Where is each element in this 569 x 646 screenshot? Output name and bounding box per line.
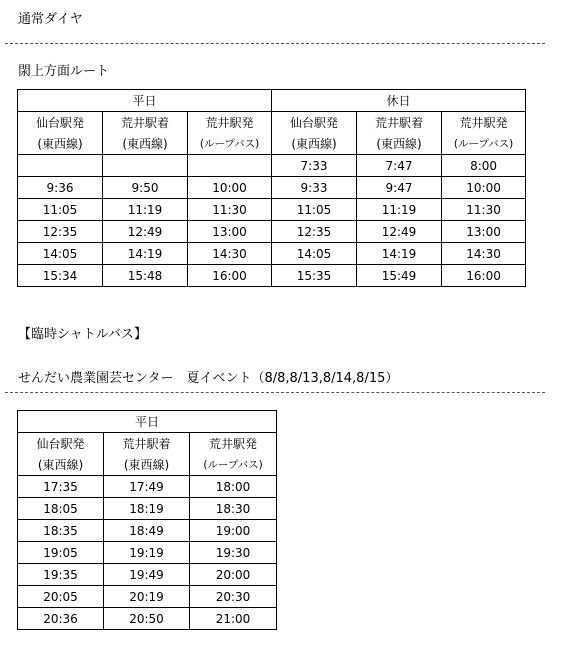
timetable-shuttle xyxy=(17,410,277,630)
time-cell: 7:47 xyxy=(357,155,442,177)
column-subheader: (ループバス) xyxy=(442,133,526,155)
column-subheader: (東西線) xyxy=(272,133,357,155)
table-row xyxy=(18,199,526,221)
time-cell: 9:36 xyxy=(18,177,103,199)
table-row xyxy=(18,155,526,177)
time-cell: 18:30 xyxy=(190,498,277,520)
time-cell: 12:49 xyxy=(357,221,442,243)
column-header: 仙台駅発 xyxy=(18,112,103,134)
time-cell: 18:19 xyxy=(104,498,190,520)
time-cell: 20:05 xyxy=(18,586,104,608)
column-header: 仙台駅発 xyxy=(18,433,104,455)
group-header-row xyxy=(18,90,526,112)
table-row xyxy=(18,265,526,287)
table-row xyxy=(18,498,277,520)
time-cell: 12:35 xyxy=(272,221,357,243)
column-subheader: (東西線) xyxy=(357,133,442,155)
time-cell: 8:00 xyxy=(442,155,526,177)
time-cell: 11:30 xyxy=(442,199,526,221)
time-cell: 11:05 xyxy=(272,199,357,221)
table-row xyxy=(18,586,277,608)
time-cell: 14:30 xyxy=(442,243,526,265)
time-cell: 21:00 xyxy=(190,608,277,630)
time-cell: 19:00 xyxy=(190,520,277,542)
column-header-row xyxy=(18,112,526,134)
column-subheader: (ループバス) xyxy=(190,454,277,476)
time-cell: 18:49 xyxy=(104,520,190,542)
time-cell xyxy=(18,155,103,177)
column-header: 仙台駅発 xyxy=(272,112,357,134)
table-row xyxy=(18,177,526,199)
time-cell: 16:00 xyxy=(442,265,526,287)
time-cell: 7:33 xyxy=(272,155,357,177)
time-cell: 11:19 xyxy=(103,199,188,221)
table-row xyxy=(18,520,277,542)
table-row xyxy=(18,243,526,265)
column-header: 荒井駅着 xyxy=(104,433,190,455)
table-row xyxy=(18,608,277,630)
time-cell: 10:00 xyxy=(442,177,526,199)
group-weekday: 平日 xyxy=(18,411,277,433)
table-row xyxy=(18,564,277,586)
time-cell: 15:49 xyxy=(357,265,442,287)
time-cell: 18:35 xyxy=(18,520,104,542)
time-cell: 20:50 xyxy=(104,608,190,630)
time-cell: 14:19 xyxy=(357,243,442,265)
time-cell: 15:34 xyxy=(18,265,103,287)
column-subheader-row xyxy=(18,454,277,476)
table-row xyxy=(18,221,526,243)
timetable-yuriage xyxy=(17,89,526,287)
time-cell: 19:30 xyxy=(190,542,277,564)
time-cell: 18:05 xyxy=(18,498,104,520)
time-cell: 11:19 xyxy=(357,199,442,221)
time-cell: 19:49 xyxy=(104,564,190,586)
table-row xyxy=(18,476,277,498)
time-cell: 14:05 xyxy=(18,243,103,265)
dashed-divider xyxy=(5,43,545,44)
column-subheader: (ループバス) xyxy=(188,133,272,155)
time-cell: 17:35 xyxy=(18,476,104,498)
column-subheader: (東西線) xyxy=(18,133,103,155)
time-cell xyxy=(188,155,272,177)
column-subheader: (東西線) xyxy=(103,133,188,155)
dashed-divider xyxy=(5,392,545,393)
time-cell: 9:50 xyxy=(103,177,188,199)
time-cell: 11:05 xyxy=(18,199,103,221)
group-holiday: 休日 xyxy=(272,90,526,112)
column-subheader-row xyxy=(18,133,526,155)
time-cell: 9:33 xyxy=(272,177,357,199)
group-header-row xyxy=(18,411,277,433)
time-cell: 15:48 xyxy=(103,265,188,287)
time-cell: 16:00 xyxy=(188,265,272,287)
column-header: 荒井駅発 xyxy=(190,433,277,455)
shuttle-title: 【臨時シャトルバス】 xyxy=(18,327,147,342)
table-row xyxy=(18,542,277,564)
time-cell: 19:19 xyxy=(104,542,190,564)
column-header: 荒井駅着 xyxy=(103,112,188,134)
event-title: せんだい農業園芸センター 夏イベント（8/8,8/13,8/14,8/15） xyxy=(18,371,399,386)
time-cell: 20:36 xyxy=(18,608,104,630)
column-header: 荒井駅発 xyxy=(442,112,526,134)
column-header: 荒井駅着 xyxy=(357,112,442,134)
time-cell: 20:19 xyxy=(104,586,190,608)
time-cell: 17:49 xyxy=(104,476,190,498)
time-cell: 15:35 xyxy=(272,265,357,287)
column-header-row xyxy=(18,433,277,455)
time-cell: 20:00 xyxy=(190,564,277,586)
time-cell: 19:05 xyxy=(18,542,104,564)
column-subheader: (東西線) xyxy=(18,454,104,476)
time-cell: 9:47 xyxy=(357,177,442,199)
column-subheader: (東西線) xyxy=(104,454,190,476)
route-title: 閖上方面ルート xyxy=(18,64,110,79)
time-cell xyxy=(103,155,188,177)
time-cell: 12:49 xyxy=(103,221,188,243)
time-cell: 18:00 xyxy=(190,476,277,498)
column-header: 荒井駅発 xyxy=(188,112,272,134)
group-weekday: 平日 xyxy=(18,90,272,112)
time-cell: 14:19 xyxy=(103,243,188,265)
time-cell: 13:00 xyxy=(188,221,272,243)
time-cell: 13:00 xyxy=(442,221,526,243)
time-cell: 19:35 xyxy=(18,564,104,586)
time-cell: 20:30 xyxy=(190,586,277,608)
time-cell: 11:30 xyxy=(188,199,272,221)
time-cell: 14:05 xyxy=(272,243,357,265)
time-cell: 10:00 xyxy=(188,177,272,199)
time-cell: 12:35 xyxy=(18,221,103,243)
time-cell: 14:30 xyxy=(188,243,272,265)
section-title: 通常ダイヤ xyxy=(18,12,83,27)
